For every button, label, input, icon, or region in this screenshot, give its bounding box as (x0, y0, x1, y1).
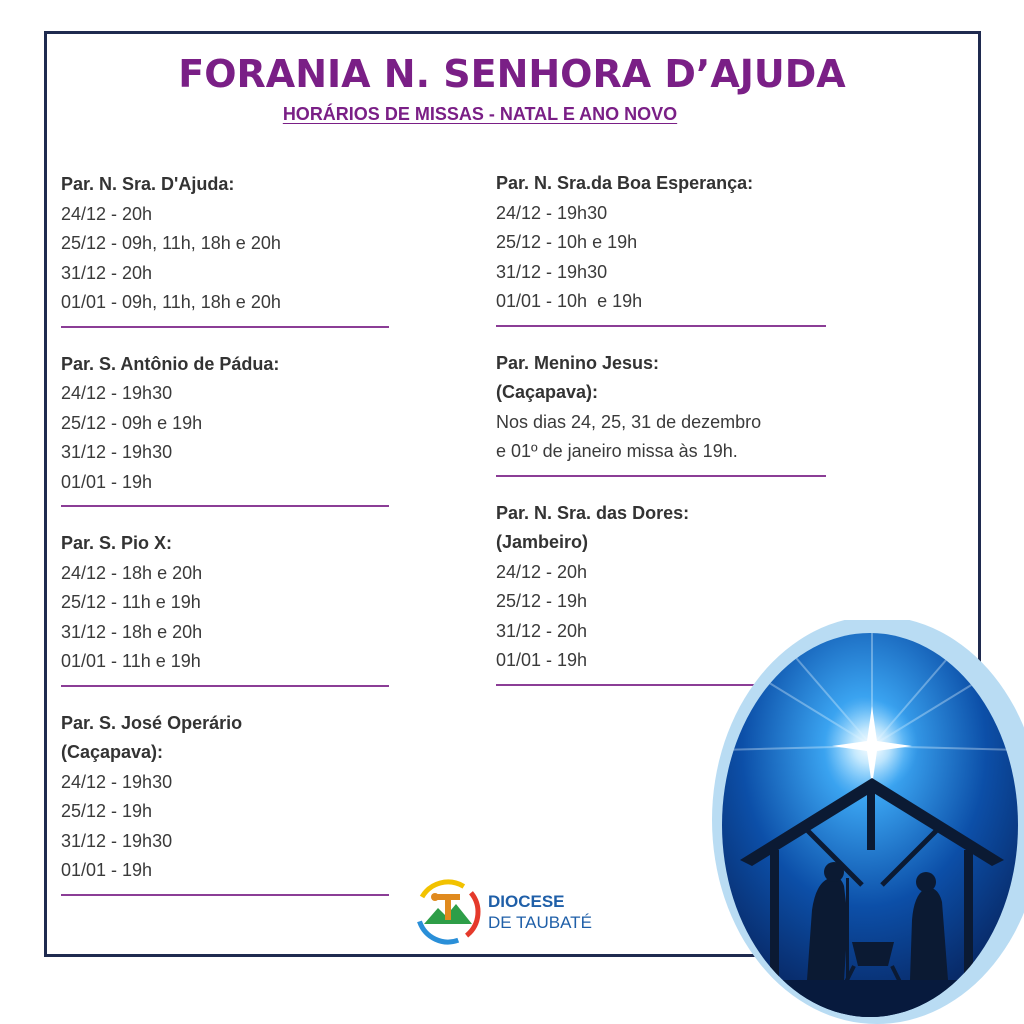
nativity-illustration (712, 620, 1024, 1024)
schedule-line: 01/01 - 19h (496, 650, 588, 670)
schedule-line: 31/12 - 20h (61, 262, 153, 283)
parish-name: Par. N. Sra. das Dores: (496, 502, 690, 523)
schedule-line: 24/12 - 19h30 (61, 771, 173, 792)
parish-name: Par. S. Pio X: (61, 533, 173, 553)
schedule-line: 25/12 - 11h e 19h (61, 592, 201, 612)
parish-block-jose (61, 709, 389, 896)
parish-location: (Jambeiro) (496, 532, 589, 552)
parish-location: (Caçapava): (496, 382, 599, 402)
parish-block-pio (61, 529, 389, 687)
schedule-line: 24/12 - 19h30 (61, 383, 173, 403)
page-subtitle: HORÁRIOS DE MISSAS - NATAL E ANO NOVO (282, 104, 678, 124)
parish-name: Par. N. Sra. D'Ajuda: (61, 174, 235, 194)
schedule-line: 25/12 - 19h (496, 591, 588, 611)
schedule-line: 31/12 - 20h (496, 620, 588, 641)
parish-block-antonio (61, 350, 389, 508)
parish-name: Par. S. José Operário (61, 712, 243, 733)
parish-block-menino-jesus (496, 349, 826, 477)
schedule-line: 25/12 - 09h, 11h, 18h e 20h (61, 233, 281, 253)
parish-name: Par. S. Antônio de Pádua: (61, 353, 280, 374)
diocese-emblem-icon (414, 878, 482, 946)
schedule-line: e 01º de janeiro missa às 19h. (496, 441, 738, 461)
schedule-line: 01/01 - 10h e 19h (496, 291, 643, 311)
schedule-line: 24/12 - 20h (496, 561, 588, 582)
parish-name: Par. Menino Jesus: (496, 352, 660, 373)
schedule-line: 31/12 - 18h e 20h (61, 621, 203, 642)
schedule-line: 01/01 - 19h (61, 471, 153, 492)
schedule-line: 01/01 - 11h e 19h (61, 651, 201, 671)
page-title: FORANIA N. SENHORA D’AJUDA (178, 52, 846, 96)
schedule-line: Nos dias 24, 25, 31 de dezembro (496, 411, 762, 432)
schedule-line: 31/12 - 19h30 (61, 442, 173, 462)
left-schedule-column (61, 170, 391, 918)
diocese-logo (414, 878, 604, 948)
schedule-line: 25/12 - 10h e 19h (496, 232, 638, 252)
schedule-line: 24/12 - 18h e 20h (61, 562, 203, 583)
parish-name: Par. N. Sra.da Boa Esperança: (496, 173, 754, 193)
schedule-line: 25/12 - 19h (61, 801, 153, 821)
parish-location: (Caçapava): (61, 742, 164, 762)
schedule-line: 31/12 - 19h30 (61, 830, 173, 851)
schedule-line: 01/01 - 09h, 11h, 18h e 20h (61, 292, 281, 312)
schedule-line: 31/12 - 19h30 (496, 261, 608, 282)
schedule-line: 25/12 - 09h e 19h (61, 412, 203, 433)
schedule-line: 24/12 - 19h30 (496, 202, 608, 223)
logo-line-1: DIOCESE (488, 892, 565, 911)
parish-block-ajuda (61, 170, 389, 328)
schedule-line: 01/01 - 19h (61, 860, 153, 880)
logo-line-2: DE TAUBATÉ (488, 913, 592, 932)
parish-block-boa-esperanca (496, 169, 826, 327)
schedule-line: 24/12 - 20h (61, 203, 153, 224)
